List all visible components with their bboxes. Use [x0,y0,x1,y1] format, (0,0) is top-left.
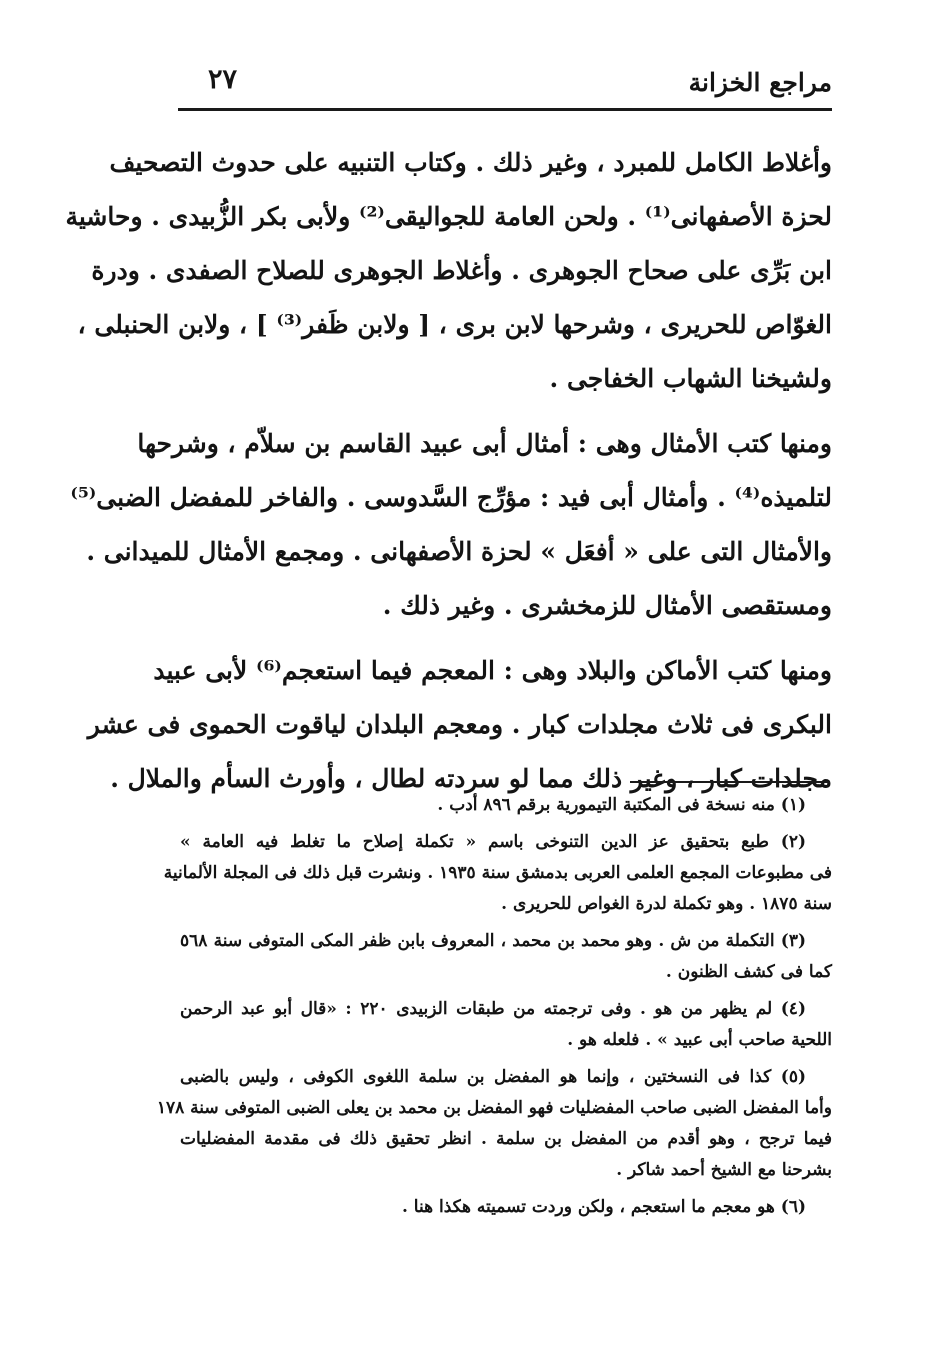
footnote-line: (٤) لم يظهر من هو . وفى ترجمته من طبقات الزبيدى ٢٢٠ : «قال أبو عبد الرحمن [180,999,806,1019]
header-rule [178,108,832,111]
footnote-5 [156,1062,832,1186]
text-line: ولشيخنا الشهاب الخفاجى . [549,364,832,393]
footnote-line: سنة ١٨٧٥ . وهو تكملة لدرة الغواص للحريرى . [501,894,832,914]
footnote-3 [180,926,832,988]
text-line: والأمثال التى على « أفعَل » لحزة الأصفهانى . ومجمع الأمثال للميدانى . [86,537,832,566]
footnote-6 [180,1192,832,1223]
page-number: ٢٧ [208,64,238,95]
footnote-line: فى مطبوعات المجمع العلمى العربى بدمشق سنة ١٩٣٥ . ونشرت قبل ذلك فى المجلة الألمانية [163,863,832,883]
footnote-1 [180,790,832,821]
paragraph-2 [70,417,832,633]
running-header [178,64,832,100]
footnote-line: (٢) طبع بتحقيق عز الدين التنوخى باسم « تكملة إصلاح ما تغلط فيه العامة » [180,832,806,852]
footnote-line: بشرحنا مع الشيخ أحمد شاكر . [616,1160,832,1180]
text-line: ومنها كتب الأماكن والبلاد وهى : المعجم فيما استعجم⁽⁶⁾ لأبى عبيد [153,656,832,685]
footnote-line: (٦) هو معجم ما استعجم ، ولكن وردت تسميته هكذا هنا . [401,1197,806,1217]
text-line: ومنها كتب الأمثال وهى : أمثال أبى عبيد القاسم بن سلاّم ، وشرحها [137,429,832,458]
footnote-line: (١) منه نسخة فى المكتبة التيمورية برقم ٨٩٦ أدب . [437,795,806,815]
footnote-line: فيما ترجح ، وهو أقدم من المفضل بن سلمة . انظر تحقيق ذلك فى مقدمة المفضليات [180,1129,832,1149]
footnote-line: (٥) كذا فى النسختين ، وإنما هو المفضل بن سلمة اللغوى الكوفى ، وليس بالضبى [180,1067,806,1087]
footnote-line: وأما المفضل الضبى صاحب المفضليات فهو المفضل بن محمد بن يعلى الضبى المتوفى سنة ١٧٨ [156,1098,832,1118]
text-line: ومستقصى الأمثال للزمخشرى . وغير ذلك . [382,591,832,620]
footnote-line: اللحية صاحب أبى عبيد » . فلعله هو . [567,1030,832,1050]
text-line: البكرى فى ثلاث مجلدات كبار . ومعجم البلدان لياقوت الحموى فى عشر [87,710,832,739]
main-text [65,136,832,806]
footnote-line: كما فى كشف الظنون . [665,962,832,982]
text-line: مجلدات كبار ، وغير ذلك مما لو سردته لطال ، وأورث السأم والملال . [110,764,832,793]
text-line: ابن بَرِّى على صحاح الجوهرى . وأغلاط الجوهرى للصلاح الصفدى . ودرة [91,256,832,285]
footnote-2 [163,827,832,920]
text-line: الغوّاص للحريرى ، وشرحها لابن برى ، [ ولابن ظَفر⁽³⁾ ] ، ولابن الحنبلى ، [77,310,832,339]
text-line: لحزة الأصفهانى⁽¹⁾ . ولحن العامة للجواليقى⁽²⁾ ولأبى بكر الزُّبيدى . وحاشية [65,202,832,231]
footnote-line: (٣) التكملة من ش . وهو محمد بن محمد ، المعروف بابن ظفر المكى المتوفى سنة ٥٦٨ [180,931,806,951]
footnote-4 [180,994,832,1056]
running-title: مراجع الخزانة [688,68,832,97]
footnotes [156,790,832,1229]
text-line: وأغلاط الكامل للمبرد ، وغير ذلك . وكتاب التنبيه على حدوث التصحيف [109,148,832,177]
text-line: لتلميذه⁽⁴⁾ . وأمثال أبى فيد : مؤرِّج السَّدوسى . والفاخر للمفضل الضبى⁽⁵⁾ [70,483,832,512]
footnote-separator [630,781,830,783]
paragraph-1 [65,136,832,406]
